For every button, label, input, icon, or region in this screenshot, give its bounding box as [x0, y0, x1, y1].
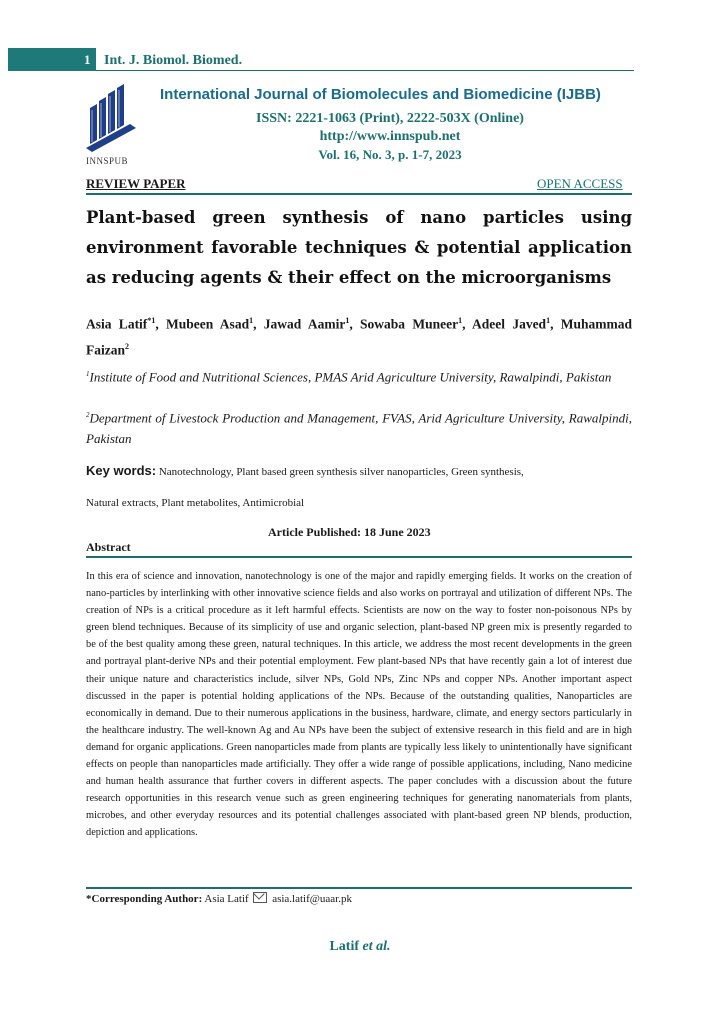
publisher-logo-text: INNSPUB — [86, 156, 129, 166]
keywords-line-1: Nanotechnology, Plant based green synthesis silver nanoparticles, Green synthesis, — [158, 466, 524, 478]
keywords-line-2: Natural extracts, Plant metabolites, Antimicrobial — [86, 497, 305, 509]
author-affiliation-mark: 1 — [458, 316, 463, 325]
page-footer — [0, 939, 720, 955]
page-number: 1 — [84, 52, 91, 67]
abstract-heading: Abstract — [86, 540, 131, 554]
affiliation-mark: 2 — [86, 411, 90, 419]
running-head: Int. J. Biomol. Biomed. — [104, 53, 243, 68]
corresponding-label: *Corresponding Author: — [86, 893, 203, 905]
corresponding-author — [86, 892, 352, 905]
envelope-icon — [253, 892, 267, 903]
footer-author: Latif — [329, 939, 360, 954]
article-title: Plant-based green synthesis of nano particles using environment favorable techniques & potential application as reducing agents & their effect on the microorganisms — [86, 208, 632, 287]
abstract-text: In this era of science and innovation, nanotechnology is one of the major and rapidly emerging fields. It works on the creation of nano-particles by interlinking with other innovative science fields and also works on portrayal and utilization of different NPs. The creation of NPs is a critical procedure as it left harmful effects. Scientists are now on the way to foster non-poisonous NPs by green blend techniques. Because of its simplicity of use and organic selection, plant-based NP green mix is presently regarded to be of the best quality among these green, natural techniques. In this article, we address the most recent developments in the green and portrayal plant-derive NPs and their potential employment. Few plant-based NPs that have recently gain a lot of interest due their unique nature and characteristics include, silver NPs, Gold NPs, Zinc NPs and copper NPs. Another important aspect discussed in the paper is potential holding applications of the NPs. Because of the outstanding qualities, Nanoparticles are economically in demand. Due to their numerous applications in the business, hardware, climate, and energy sectors particularly in the healthcare industry. The well-known Ag and Au NPs have been the subject of extensive research in this field and are in high demand for organic applications. Green nanoparticles made from plants are typically less likely to unintentionally have significant effects on people than nanoparticles made artificially. They offer a wide range of possible applications, including, Nano medicine and human health assurance that further covers in different aspects. The paper concludes with a discussion about the future research opportunities in this research venue such as green engineering techniques for generating nanomaterials from plants, microbes, and other everyday resources and its potential challenges associated with plant-based green NP blends, production, depiction and applications. — [86, 571, 632, 839]
author-name: Jawad Aamir — [263, 316, 346, 332]
header-rule — [96, 70, 634, 71]
author-affiliation-mark: 1 — [345, 316, 350, 325]
author-affiliation-mark: 1 — [546, 316, 551, 325]
corresponding-name: Asia Latif — [204, 893, 249, 905]
affiliation-2 — [86, 405, 632, 449]
article-type-label: REVIEW PAPER — [86, 176, 186, 191]
keywords — [86, 463, 632, 480]
author-name: Mubeen Asad — [166, 316, 250, 332]
open-access-label: OPEN ACCESS — [537, 176, 623, 191]
author-name: Muhammad Faizan — [86, 316, 633, 357]
affiliation-text: Institute of Food and Nutritional Sciences, PMAS Arid Agriculture University, Rawalpindi, Pakistan — [89, 369, 612, 385]
author-affiliation-mark: 1 — [249, 316, 254, 325]
abstract-bottom-rule — [86, 887, 632, 889]
author-affiliation-mark: *1 — [147, 316, 156, 325]
footer-etal: et al. — [362, 939, 391, 954]
journal-issn: ISSN: 2221-1063 (Print), 2222-503X (Online) — [256, 111, 524, 126]
author-affiliation-mark: 2 — [125, 341, 129, 351]
keywords-label: Key words: — [86, 463, 157, 478]
affiliation-mark: 1 — [86, 370, 90, 378]
abstract-top-rule — [86, 556, 632, 558]
page-number-box — [8, 48, 96, 71]
publication-date: Article Published: 18 June 2023 — [268, 525, 431, 539]
journal-title: International Journal of Biomolecules and Biomedicine (IJBB) — [160, 86, 601, 103]
author-name: Adeel Javed — [472, 316, 547, 332]
article-type-rule — [86, 193, 632, 195]
author-name: Sowaba Muneer — [360, 316, 459, 332]
author-name: Asia Latif — [86, 316, 148, 332]
journal-url-link[interactable]: http://www.innspub.net — [319, 129, 461, 144]
corresponding-email-link[interactable]: asia.latif@uaar.pk — [272, 893, 352, 905]
affiliation-1 — [86, 364, 632, 387]
affiliation-text: Department of Livestock Production and Management, FVAS, Arid Agriculture University, Rawalpindi, Pakistan — [86, 410, 632, 447]
journal-volume: Vol. 16, No. 3, p. 1-7, 2023 — [318, 147, 462, 162]
author-list: Asia Latif$^{*1}$, Mubeen Asad$^1$, Jawad Aamir$^1$, Sowaba Muneer$^1$, Adeel Javed$^1$, Muhammad Faizan$^2$ — [86, 316, 633, 357]
